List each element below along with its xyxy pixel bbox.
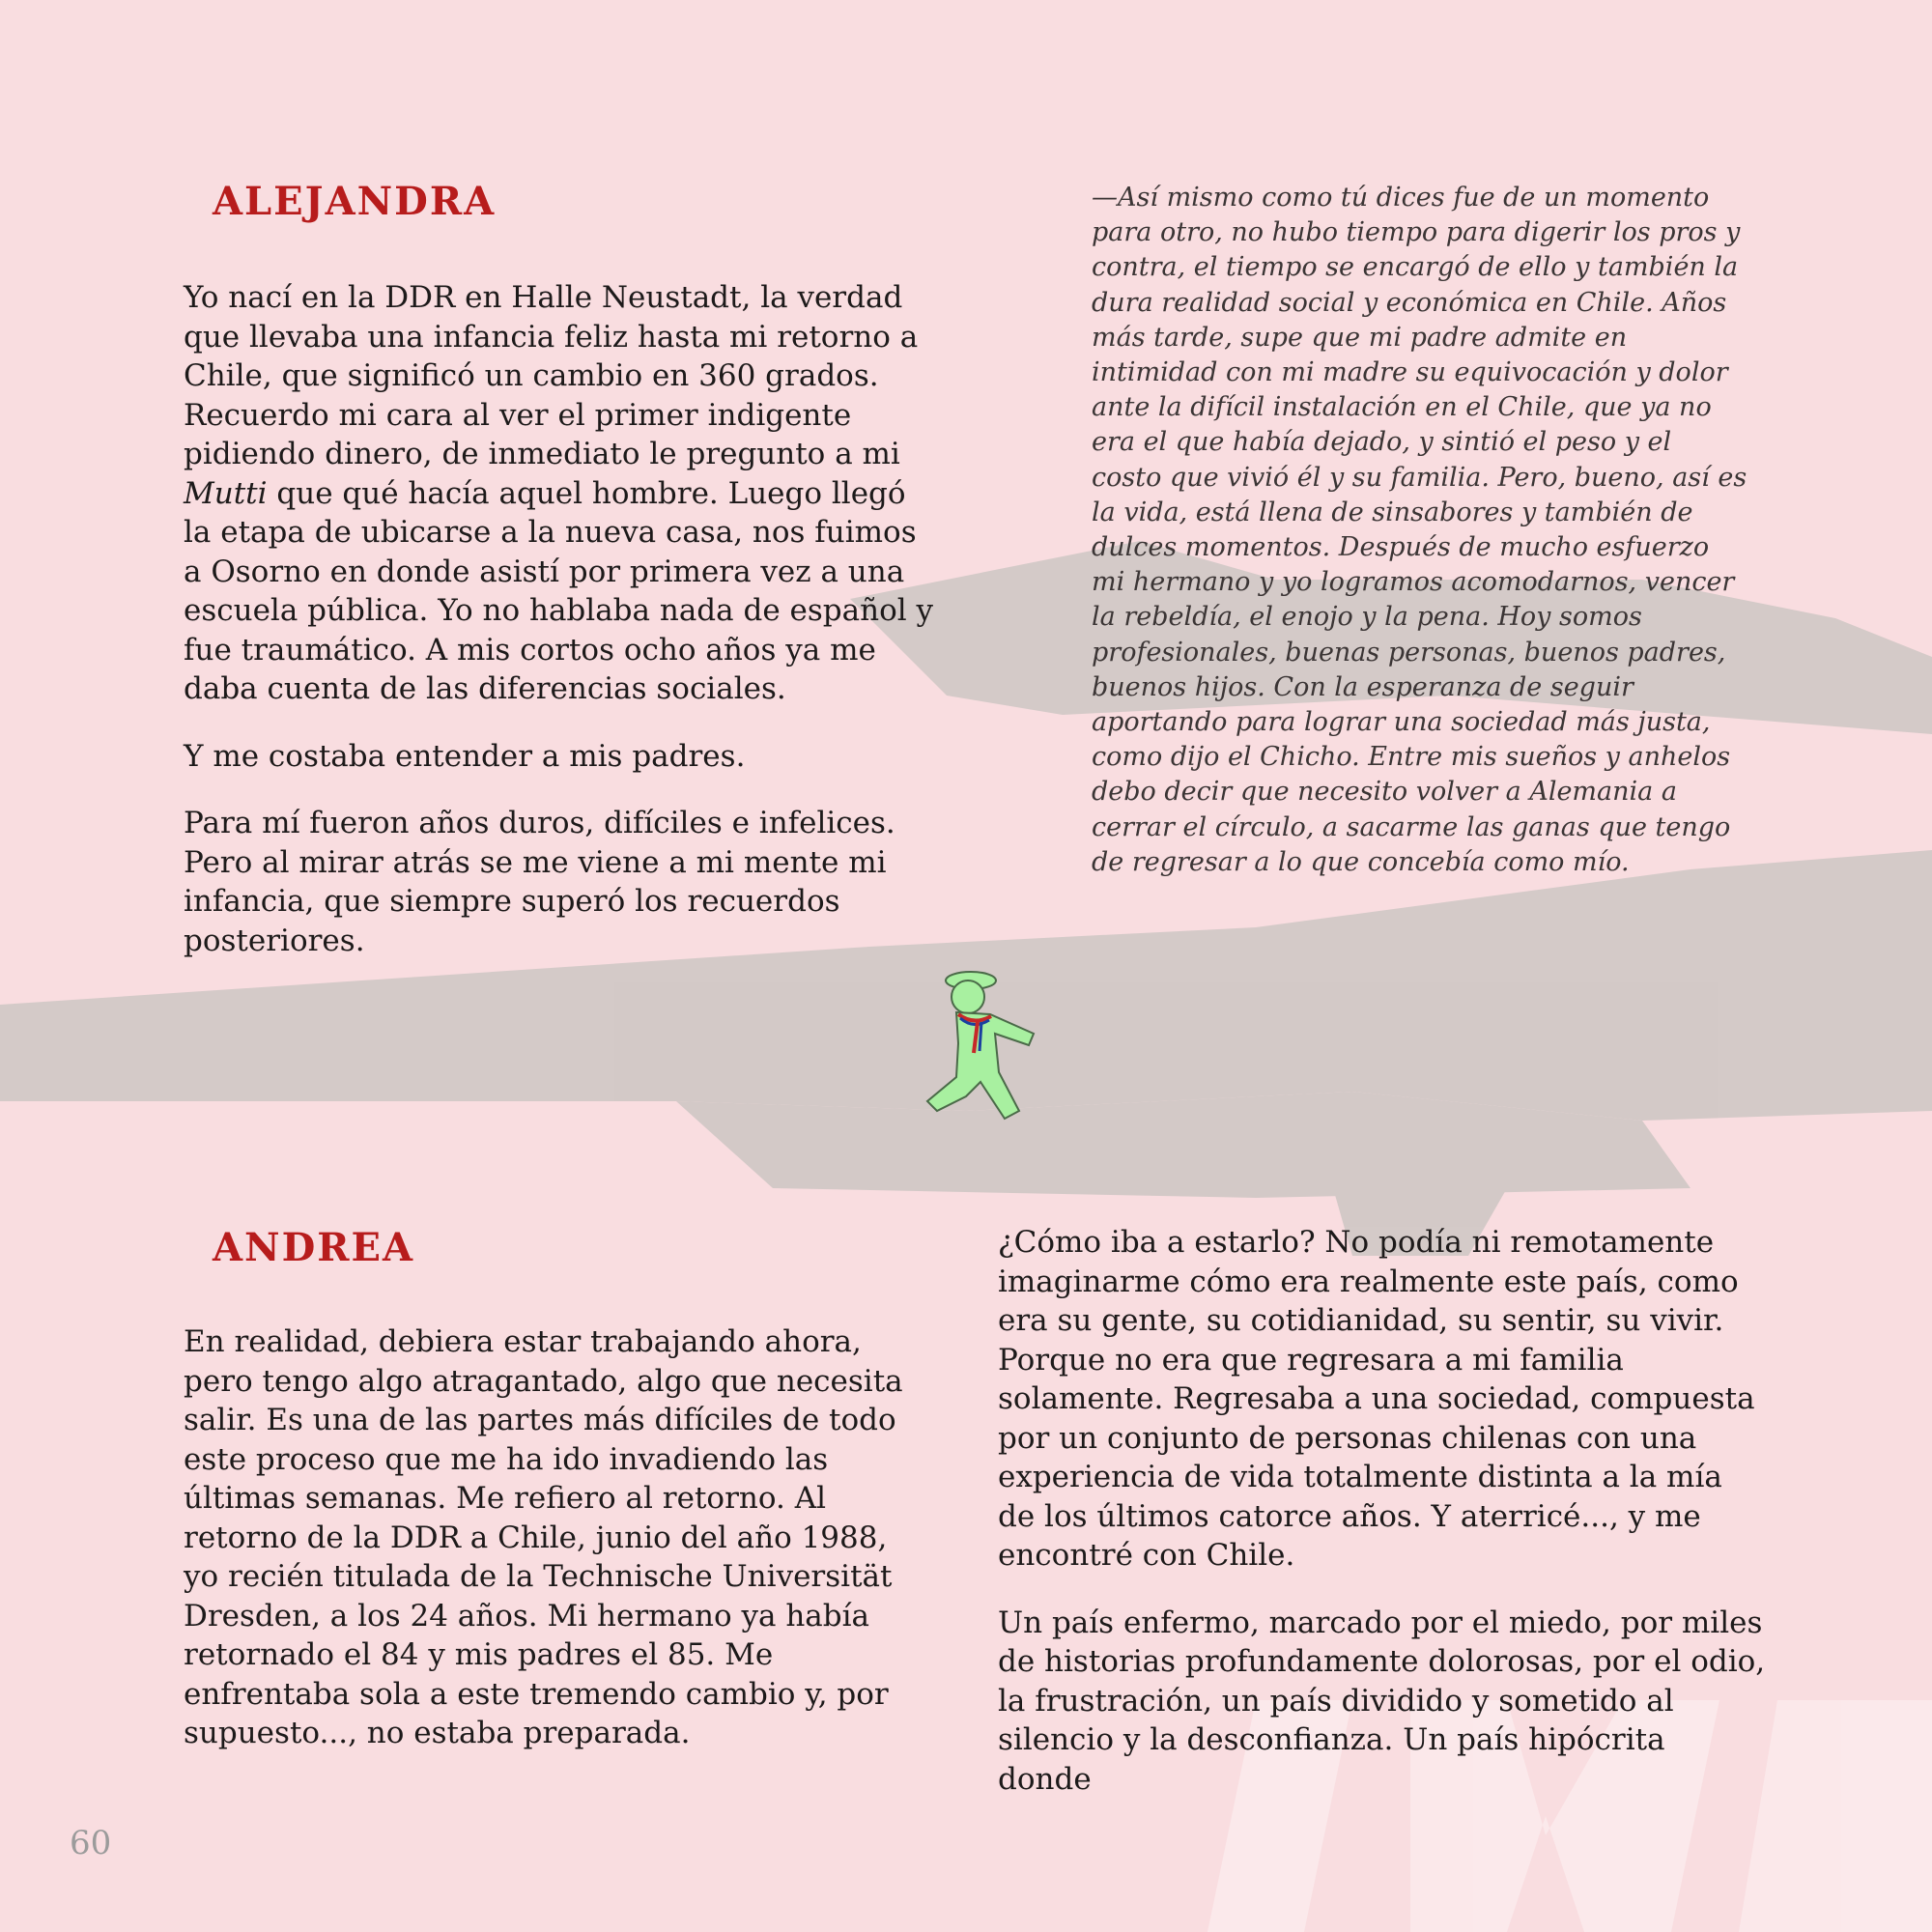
alejandra-quote-column — [1092, 181, 1748, 880]
andrea-paragraph-1: En realidad, debiera estar trabajando ahora, pero tengo algo atragantado, algo que necesita salir. Es una de las partes más difíciles de todo este proceso que me ha ido invadiendo las últimas semanas. Me refiero al retorno. Al retorno de la DDR a Chile, junio del año 1988, yo recién titulada de la Technische Universität Dresden, a los 24 años. Mi hermano ya había retornado el 84 y mis padres el 85. Me enfrentaba sola a este tremendo cambio y, por supuesto..., no estaba preparada. — [184, 1324, 903, 1750]
andrea-paragraph-3: Un país enfermo, marcado por el miedo, por miles de historias profundamente dolorosas, por el odio, la frustración, un país dividido y sometido al silencio y la desconfianza. Un país hipócrita donde — [998, 1605, 1766, 1797]
italic-word-mutti: Mutti — [184, 475, 268, 511]
alejandra-quote: —Así mismo como tú dices fue de un momento para otro, no hubo tiempo para digerir los pros y contra, el tiempo se encargó de ello y también la dura realidad social y económica en Chile. Años más tarde, supe que mi padre admite en intimidad con mi madre su equivocación y dolor ante la difícil instalación en el Chile, que ya no era el que había dejado, y sintió el peso y el costo que vivió él y su familia. Pero, bueno, así es la vida, está llena de sinsabores y también de dulces momentos. Después de mucho esfuerzo mi hermano y yo logramos acomodarnos, vencer la rebeldía, el enojo y la pena. Hoy somos profesionales, buenas personas, buenos padres, buenos hijos. Con la esperanza de seguir aportando para lograr una sociedad más justa, como dijo el Chicho. Entre mis sueños y anhelos debo decir que necesito volver a Alemania a cerrar el círculo, a sacarme las ganas que tengo de regresar a lo que concebía como mío. — [1092, 183, 1747, 877]
alejandra-left-column — [184, 278, 942, 988]
andrea-paragraph-2: ¿Cómo iba a estarlo? No podía ni remotamente imaginarme cómo era realmente este país, como era su gente, su cotidianidad, su sentir, su vivir. Porque no era que regresara a mi familia solamente. Regresaba a una sociedad, compuesta por un conjunto de personas chilenas con una experiencia de vida totalmente distinta a la mía de los últimos catorce años. Y aterricé..., y me encontré con Chile. — [998, 1225, 1755, 1573]
alejandra-paragraph-3: Para mí fueron años duros, difíciles e infelices. Pero al mirar atrás se me viene a mi mente mi infancia, que siempre superó los recuerdos posteriores. — [184, 806, 895, 958]
heading-andrea: ANDREA — [213, 1225, 415, 1270]
alejandra-paragraph-1: Yo nací en la DDR en Halle Neustadt, la verdad que llevaba una infancia feliz hasta mi retorno a Chile, que significó un cambio en 360 grados. Recuerdo mi cara al ver el primer indigente pidiendo dinero, de inmediato le pregunto a mi Mutti que qué hacía aquel hombre. Luego llegó la etapa de ubicarse a la nueva casa, nos fuimos a Osorno en donde asistí por primera vez a una escuela pública. Yo no hablaba nada de español y fue traumático. A mis cortos ocho años ya me daba cuenta de las diferencias sociales. — [184, 280, 934, 706]
heading-alejandra: ALEJANDRA — [213, 179, 497, 224]
page-number: 60 — [70, 1824, 112, 1862]
andrea-right-column — [998, 1223, 1766, 1827]
ampelmann-figure-icon — [898, 966, 1063, 1130]
andrea-left-column — [184, 1322, 903, 1781]
alejandra-paragraph-2: Y me costaba entender a mis padres. — [184, 738, 746, 774]
